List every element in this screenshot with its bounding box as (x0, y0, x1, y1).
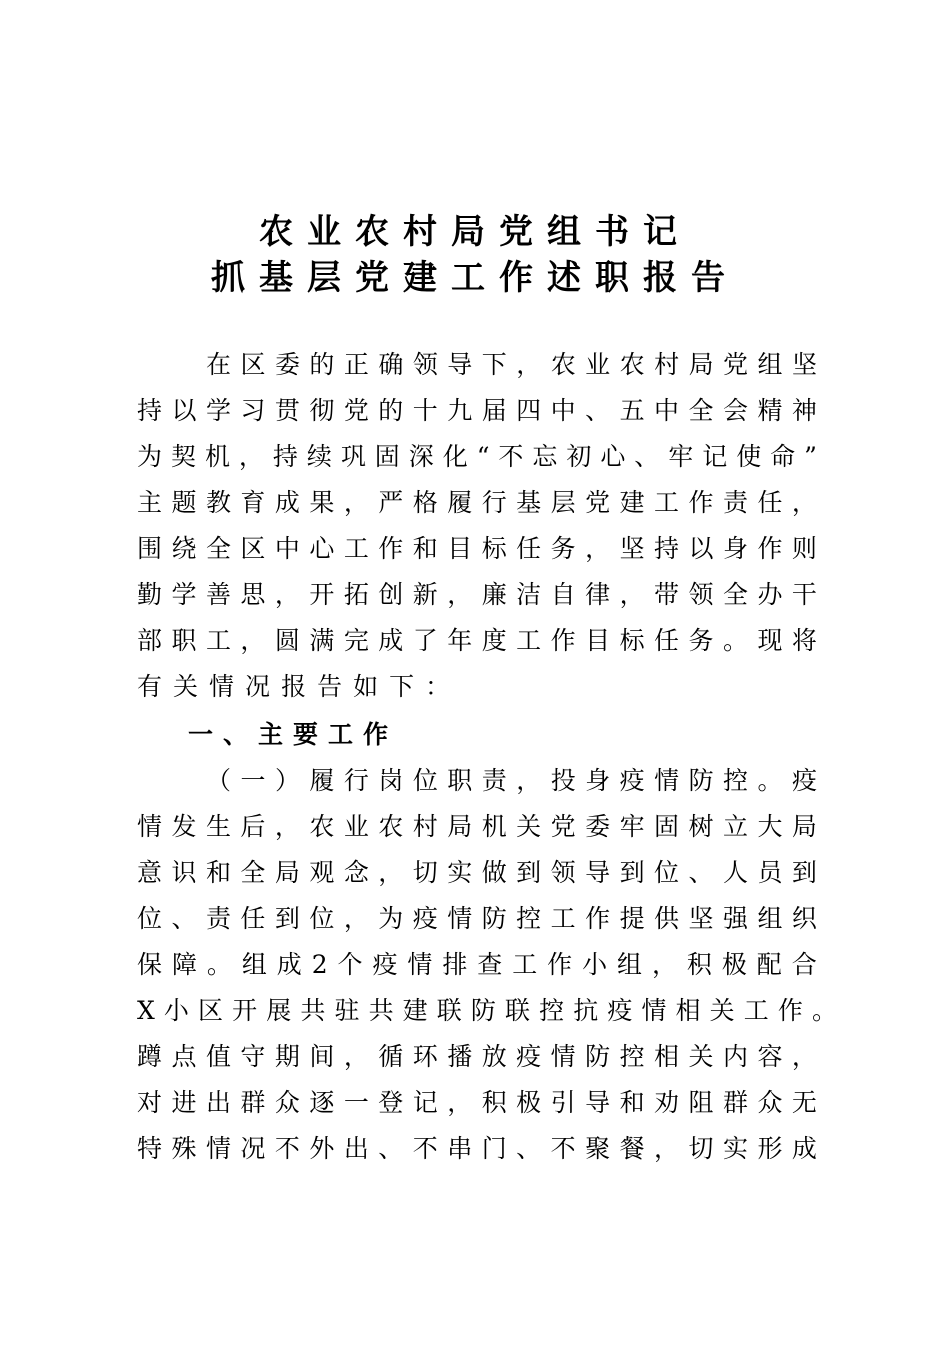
paragraph-1-line: 勤 学 善 思 ， 开 拓 创 新 ， 廉 洁 自 律 ， 带 领 全 办 干 (137, 580, 817, 609)
paragraph-2-line: 意 识 和 全 局 观 念 ， 切 实 做 到 领 导 到 位 、 人 员 到 (137, 858, 817, 887)
paragraph-1-line: 为 契 机 ， 持 续 巩 固 深 化 “ 不 忘 初 心 、 牢 记 使 命 ” (137, 442, 817, 471)
document-title-line-1: 农业农村局党组书记 (259, 212, 691, 252)
paragraph-2-line: 保 障 。 组 成 2 个 疫 情 排 查 工 作 小 组 ， 积 极 配 合 (137, 950, 817, 979)
paragraph-2-line: 对 进 出 群 众 逐 一 登 记 ， 积 极 引 导 和 劝 阻 群 众 无 (137, 1088, 817, 1117)
paragraph-2-line: 位 、 责 任 到 位 ， 为 疫 情 防 控 工 作 提 供 坚 强 组 织 (137, 904, 817, 933)
paragraph-1-line: 围 绕 全 区 中 心 工 作 和 目 标 任 务 ， 坚 持 以 身 作 则 (137, 534, 817, 563)
paragraph-2-line: X 小 区 开 展 共 驻 共 建 联 防 联 控 抗 疫 情 相 关 工 作 。 (137, 996, 837, 1025)
paragraph-2-line: 蹲 点 值 守 期 间 ， 循 环 播 放 疫 情 防 控 相 关 内 容 ， (137, 1042, 817, 1071)
paragraph-2-line: 特 殊 情 况 不 外 出 、 不 串 门 、 不 聚 餐 ， 切 实 形 成 (137, 1134, 817, 1163)
paragraph-1-line: 在 区 委 的 正 确 领 导 下 ， 农 业 农 村 局 党 组 坚 (206, 350, 817, 379)
paragraph-2-line: 情 发 生 后 ， 农 业 农 村 局 机 关 党 委 牢 固 树 立 大 局 (137, 812, 817, 841)
document-title-line-2: 抓基层党建工作述职报告 (211, 258, 739, 298)
paragraph-1-line: 有 关 情 况 报 告 如 下 ： (137, 672, 451, 701)
paragraph-1-line: 主 题 教 育 成 果 ， 严 格 履 行 基 层 党 建 工 作 责 任 ， (137, 488, 817, 517)
section-heading: 一、主要工作 (188, 720, 399, 749)
paragraph-1-line: 部 职 工 ， 圆 满 完 成 了 年 度 工 作 目 标 任 务 。 现 将 (137, 626, 817, 655)
paragraph-1-line: 持 以 学 习 贯 彻 党 的 十 九 届 四 中 、 五 中 全 会 精 神 (137, 396, 817, 425)
paragraph-2-line: （ 一 ） 履 行 岗 位 职 责 ， 投 身 疫 情 防 控 。 疫 (206, 766, 817, 795)
